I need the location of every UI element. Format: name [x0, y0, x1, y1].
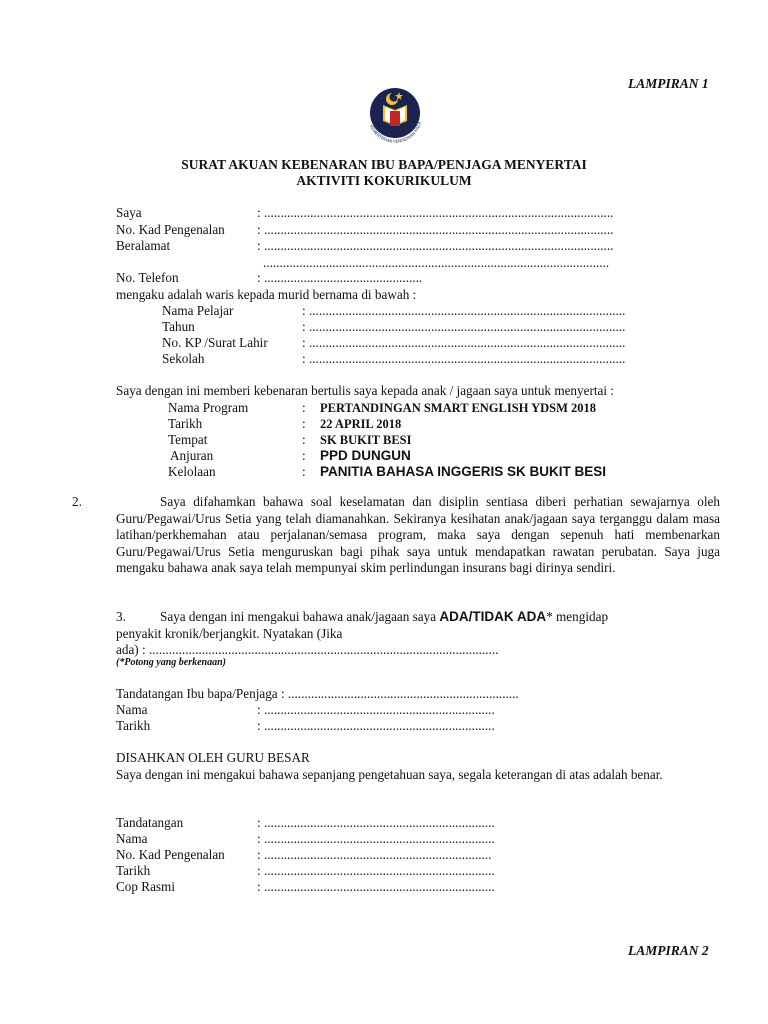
gb-tarikh-value: : ...................................................................... — [257, 863, 495, 878]
gb-nama-field — [116, 831, 495, 847]
program-tempat-colon: : — [302, 432, 306, 447]
program-kelolaan-field — [168, 464, 606, 480]
gb-cop-value: : ...................................................................... — [257, 879, 495, 894]
program-tarikh-colon: : — [302, 416, 306, 431]
guru-besar-text: Saya dengan ini mengakui bahawa sepanjang pengetahuan saya, segala keterangan di atas adalah benar. — [116, 767, 663, 782]
student-sekolah-label: Sekolah — [162, 351, 205, 366]
student-kp-label: No. KP /Surat Lahir — [162, 335, 268, 350]
parent-nama-label: Nama — [116, 702, 148, 717]
parent-tarikh-field — [116, 718, 495, 734]
paragraph-3-text-a: Saya dengan ini mengakui bahawa anak/jagaan saya — [160, 609, 440, 624]
logo-text: KEMENTERIAN PENDIDIKAN MALA — [369, 121, 423, 144]
student-nama-field — [162, 303, 625, 319]
paragraph-3-number: 3. — [116, 609, 126, 624]
gb-tandatangan-value: : ...................................................................... — [257, 815, 495, 830]
gb-tarikh-field — [116, 863, 495, 879]
program-nama-colon: : — [302, 400, 306, 415]
parent-tarikh-label: Tarikh — [116, 718, 151, 733]
parent-kp-field — [116, 222, 613, 238]
document-title-line1: SURAT AKUAN KEBENARAN IBU BAPA/PENJAGA MENYERTAI — [181, 157, 587, 172]
paragraph-2 — [72, 494, 720, 577]
student-nama-value: : ................................................................................................ — [302, 303, 626, 318]
paragraph-2-text: Saya difahamkan bahawa soal keselamatan dan disiplin sentiasa diberi perhatian sewajarnya oleh Guru/Pegawai/Urus Setia yang telah diamanahkan. Sekiranya kesihatan anak/jagaan saya terganggu dalam masa latihan/perkhemahan atau perjalanan/semasa program, maka saya dengan sepenuh hati membenarkan Guru/Pegawai/Urus Setia menguruskan bagi pihak saya untuk mendapatkan rawatan perubatan. Saya juga mengaku bahawa anak saya telah mempunyai skim perlindungan insurans bagi dirinya sendiri. — [116, 494, 720, 576]
student-tahun-field — [162, 319, 625, 335]
student-nama-label: Nama Pelajar — [162, 303, 234, 318]
program-kelolaan-value: PANITIA BAHASA INGGERIS SK BUKIT BESI — [320, 464, 607, 479]
program-tarikh-field — [168, 416, 401, 432]
program-anjuran-label: Anjuran — [170, 448, 214, 463]
telefon-label: No. Telefon — [116, 270, 179, 285]
gb-kp-label: No. Kad Pengenalan — [116, 847, 225, 862]
program-nama-field — [168, 400, 596, 416]
parent-tarikh-value: : ...................................................................... — [257, 718, 495, 733]
student-tahun-value: : ................................................................................................ — [302, 319, 626, 334]
gb-tandatangan-label: Tandatangan — [116, 815, 184, 830]
parent-kp-label: No. Kad Pengenalan — [116, 222, 225, 237]
ada-tidak-ada: ADA/TIDAK ADA — [439, 609, 547, 624]
paragraph-3-line1 — [160, 609, 608, 625]
paragraph-3-line3: ada) : .......................................................................................................... — [116, 642, 499, 657]
alamat-value: : .......................................................................................................... — [257, 238, 614, 253]
student-kp-field — [162, 335, 625, 351]
program-tarikh-label: Tarikh — [168, 416, 203, 431]
guru-besar-heading: DISAHKAN OLEH GURU BESAR — [116, 750, 310, 765]
parent-nama-value: : ...................................................................... — [257, 702, 495, 717]
telefon-value: : ................................................ — [257, 270, 423, 285]
parent-nama-field — [116, 702, 495, 718]
gb-nama-label: Nama — [116, 831, 148, 846]
telefon-field — [116, 270, 422, 286]
program-tempat-field — [168, 432, 411, 448]
document-title-line2: AKTIVITI KOKURIKULUM — [296, 173, 472, 188]
program-kelolaan-colon: : — [302, 464, 306, 479]
gb-nama-value: : ...................................................................... — [257, 831, 495, 846]
program-tarikh-value: 22 APRIL 2018 — [320, 417, 402, 431]
program-tempat-value: SK BUKIT BESI — [320, 433, 412, 447]
gb-tarikh-label: Tarikh — [116, 863, 151, 878]
program-anjuran-colon: : — [302, 448, 306, 463]
student-tahun-label: Tahun — [162, 319, 195, 334]
saya-field — [116, 205, 613, 221]
program-kelolaan-label: Kelolaan — [168, 464, 216, 479]
gb-cop-field — [116, 879, 495, 895]
student-sekolah-field — [162, 351, 625, 367]
program-intro: Saya dengan ini memberi kebenaran bertulis saya kepada anak / jagaan saya untuk menyertai : — [116, 383, 615, 398]
paragraph-3-line2: penyakit kronik/berjangkit. Nyatakan (Jika — [116, 626, 343, 641]
paragraph-3-text-b: * mengidap — [546, 609, 609, 624]
gb-cop-label: Cop Rasmi — [116, 879, 175, 894]
parent-kp-value: : .......................................................................................................... — [257, 222, 614, 237]
program-anjuran-field — [170, 448, 411, 464]
gb-kp-field — [116, 847, 491, 863]
program-anjuran-value: PPD DUNGUN — [320, 448, 411, 463]
parent-signature-line: Tandatangan Ibu bapa/Penjaga : ...................................................................... — [116, 686, 519, 701]
saya-label: Saya — [116, 205, 142, 220]
program-tempat-label: Tempat — [168, 432, 208, 447]
ministry-logo — [361, 83, 429, 151]
gb-tandatangan-field — [116, 815, 495, 831]
student-kp-value: : ................................................................................................ — [302, 335, 626, 350]
alamat-line2: ......................................................................................................... — [263, 255, 610, 270]
waris-text: mengaku adalah waris kepada murid bernama di bawah : — [116, 287, 417, 302]
lampiran-1-label: LAMPIRAN 1 — [628, 76, 709, 91]
student-sekolah-value: : ................................................................................................ — [302, 351, 626, 366]
gb-kp-value: : ..................................................................... — [257, 847, 492, 862]
program-nama-label: Nama Program — [168, 400, 249, 415]
paragraph-2-number: 2. — [72, 494, 82, 509]
alamat-field — [116, 238, 613, 254]
alamat-label: Beralamat — [116, 238, 171, 253]
program-nama-value: PERTANDINGAN SMART ENGLISH YDSM 2018 — [320, 401, 597, 415]
potong-note: (*Potong yang berkenaan) — [116, 657, 226, 668]
lampiran-2-label: LAMPIRAN 2 — [628, 943, 709, 958]
saya-value: : .......................................................................................................... — [257, 205, 614, 220]
